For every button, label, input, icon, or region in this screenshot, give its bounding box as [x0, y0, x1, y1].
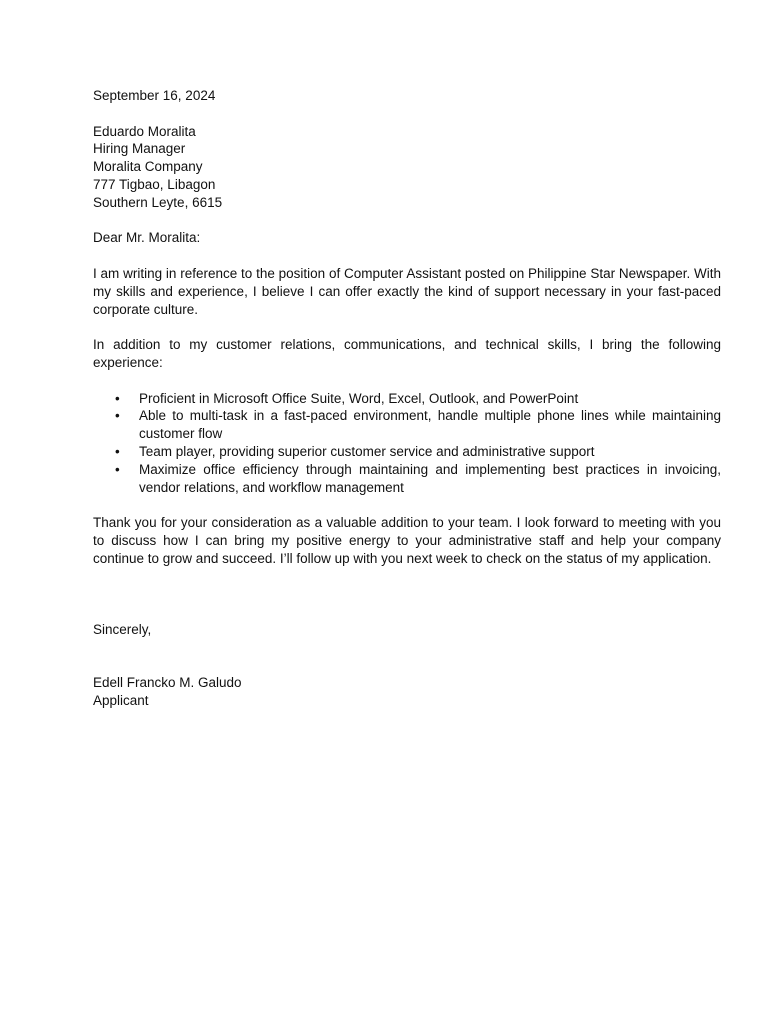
spacer	[93, 105, 721, 123]
bullet-icon: •	[115, 461, 120, 477]
signer-name: Edell Francko M. Galudo	[93, 675, 242, 691]
recipient-address-line1: 777 Tigbao, Libagon	[93, 176, 216, 192]
letter-body	[93, 87, 721, 710]
letter-date: September 16, 2024	[93, 88, 216, 103]
spacer	[93, 568, 721, 621]
experience-list	[93, 390, 721, 497]
salutation: Dear Mr. Moralita:	[93, 230, 201, 246]
paragraph-skills: In addition to my customer relations, communications, and technical skills, I bring the following experience:	[93, 337, 721, 370]
recipient-title: Hiring Manager	[93, 141, 186, 157]
list-item-text: Able to multi-task in a fast-paced environment, handle multiple phone lines while maintaining customer flow	[139, 408, 721, 442]
spacer	[93, 247, 721, 265]
paragraph-intro: I am writing in reference to the position of Computer Assistant posted on Philippine Star Newspaper. With my skills and experience, I believe I can offer exactly the kind of support necessary in your fast-paced corporate culture.	[93, 265, 721, 317]
recipient-address-line2: Southern Leyte, 6615	[93, 194, 223, 210]
spacer	[93, 638, 721, 674]
list-item	[93, 407, 721, 443]
list-item	[93, 461, 721, 497]
spacer	[93, 496, 721, 514]
spacer	[93, 318, 721, 336]
paragraph-closing: Thank you for your consideration as a valuable addition to your team. I look forward to meeting with you to discuss how I can bring my positive energy to your administrative staff and help your company continue to grow and succeed. I’ll follow up with you next week to check on the status of my application.	[93, 515, 721, 566]
recipient-address-block	[93, 123, 721, 212]
list-item-text: Maximize office efficiency through maintaining and implementing best practices in invoicing, vendor relations, and workflow management	[139, 461, 721, 495]
spacer	[93, 212, 721, 230]
list-item	[93, 443, 721, 461]
list-item-text: Team player, providing superior customer service and administrative support	[139, 443, 595, 459]
recipient-company: Moralita Company	[93, 159, 203, 175]
signer-title: Applicant	[93, 693, 149, 709]
list-item	[93, 390, 721, 408]
bullet-icon: •	[115, 390, 120, 406]
list-item-text: Proficient in Microsoft Office Suite, Word, Excel, Outlook, and PowerPoint	[139, 390, 579, 406]
recipient-name: Eduardo Moralita	[93, 123, 196, 139]
bullet-icon: •	[115, 443, 120, 459]
spacer	[93, 372, 721, 390]
closing: Sincerely,	[93, 621, 152, 637]
bullet-icon: •	[115, 408, 120, 424]
